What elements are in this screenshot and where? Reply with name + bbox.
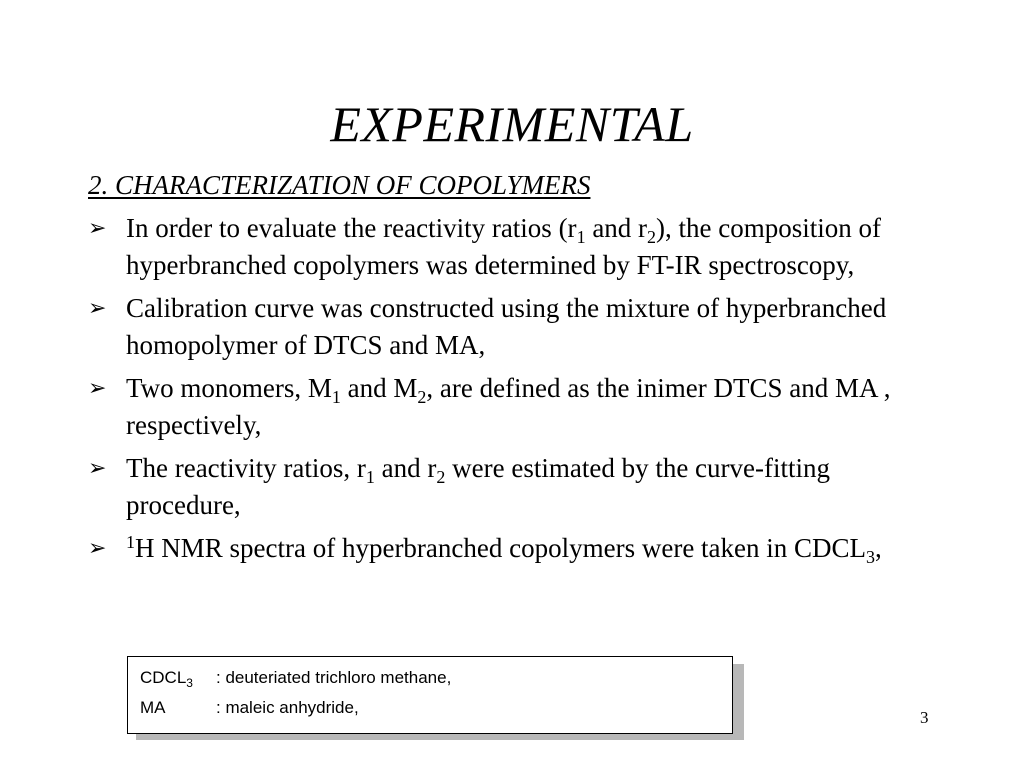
- section-heading: 2. CHARACTERIZATION OF COPOLYMERS: [88, 170, 591, 200]
- bullet-item: [88, 210, 948, 284]
- bullet-item: [88, 370, 948, 444]
- slide-title: EXPERIMENTAL: [330, 96, 694, 152]
- bullet-item: [88, 450, 948, 524]
- bullet-text: The reactivity ratios, $r_1$ and $r_2$ were estimated by the curve-fitting procedure,: [126, 453, 830, 520]
- note-term: $CDCL_3$: [140, 668, 193, 690]
- bullet-item: [88, 290, 948, 364]
- page-number: 3: [920, 708, 929, 727]
- note-row-ma: [140, 695, 720, 725]
- bullet-text: In order to evaluate the reactivity ratios ($r_1$ and $r_2$), the composition of hyperbranched copolymers was determined by FT-IR spectroscopy,: [126, 213, 882, 280]
- bullet-text: Two monomers, $M_1$ and $M_2$, are defined as the inimer DTCS and MA , respectively,: [126, 373, 891, 440]
- note-term: MA: [140, 698, 166, 717]
- arrow-bullet-icon: ➢: [88, 536, 107, 561]
- arrow-bullet-icon: ➢: [88, 456, 107, 481]
- note-definition: : deuteriated trichloro methane,: [216, 668, 452, 687]
- abbreviation-note-box: [127, 656, 733, 734]
- arrow-bullet-icon: ➢: [88, 376, 107, 401]
- note-row-cdcl3: [140, 665, 720, 695]
- arrow-bullet-icon: ➢: [88, 296, 107, 321]
- bullet-list: [88, 210, 948, 573]
- bullet-text: Calibration curve was constructed using the mixture of hyperbranched homopolymer of DTCS and MA,: [126, 293, 887, 360]
- arrow-bullet-icon: ➢: [88, 216, 107, 241]
- bullet-item: [88, 530, 948, 567]
- bullet-text: $^1$H NMR spectra of hyperbranched copolymers were taken in $CDCL_3$,: [126, 532, 882, 567]
- note-definition: : maleic anhydride,: [216, 698, 359, 717]
